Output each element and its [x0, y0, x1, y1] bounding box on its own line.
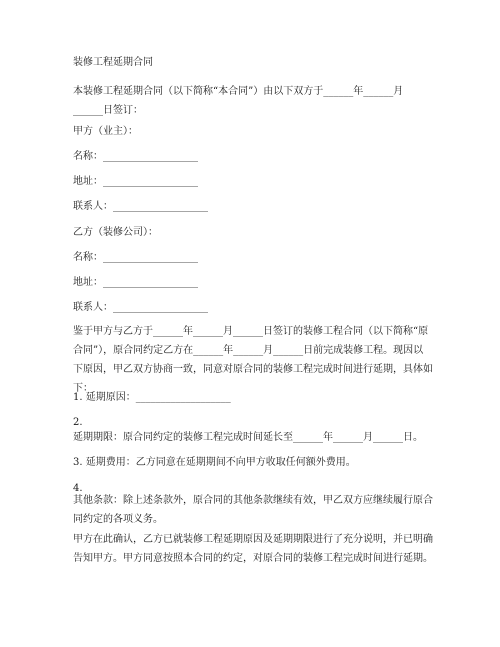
- document-title: 装修工程延期合同: [73, 57, 153, 68]
- clause-4-text: 其他条款：除上述条款外，原合同的其他条款继续有效，甲乙双方应继续履行原合同约定的各项义务。: [73, 495, 433, 525]
- party-a-heading: 甲方（业主）：: [73, 126, 138, 137]
- party-b-name-field: 名称：___________________: [73, 252, 198, 263]
- clause-2-text: 延期期限：原合同约定的装修工程完成时间延长至______年______月______日。: [73, 432, 423, 443]
- intro-paragraph: 本装修工程延期合同（以下简称“本合同”）由以下双方于______年______月______日签订：: [73, 86, 404, 116]
- recital-paragraph: 鉴于甲方与乙方于______年______月______日签订的装修工程合同（以下简称“原合同”），原合同约定乙方在______年______月______日前完成装修工程。现因以下原因，甲乙双方协商一致，同意对原合同的装修工程完成时间进行延期，具体如下：: [73, 326, 433, 394]
- clause-1: 1. 延期原因：___________________: [73, 392, 231, 403]
- clause-3: 3. 延期费用：乙方同意在延期期间不向甲方收取任何额外费用。: [73, 457, 356, 468]
- party-b-contact-field: 联系人：___________________: [73, 302, 208, 313]
- clause-2-number: 2.: [73, 417, 83, 428]
- party-a-contact-field: 联系人：___________________: [73, 201, 208, 212]
- party-b-heading: 乙方（装修公司）：: [73, 227, 158, 238]
- party-b-address-field: 地址：___________________: [73, 277, 198, 288]
- party-a-address-field: 地址：___________________: [73, 176, 198, 187]
- confirmation-paragraph: 甲方在此确认，乙方已就装修工程延期原因及延期期限进行了充分说明，并已明确告知甲方。甲方同意按照本合同的约定，对原合同的装修工程完成时间进行延期。: [73, 534, 433, 564]
- party-a-name-field: 名称：___________________: [73, 151, 198, 162]
- clause-4-number: 4.: [73, 483, 83, 494]
